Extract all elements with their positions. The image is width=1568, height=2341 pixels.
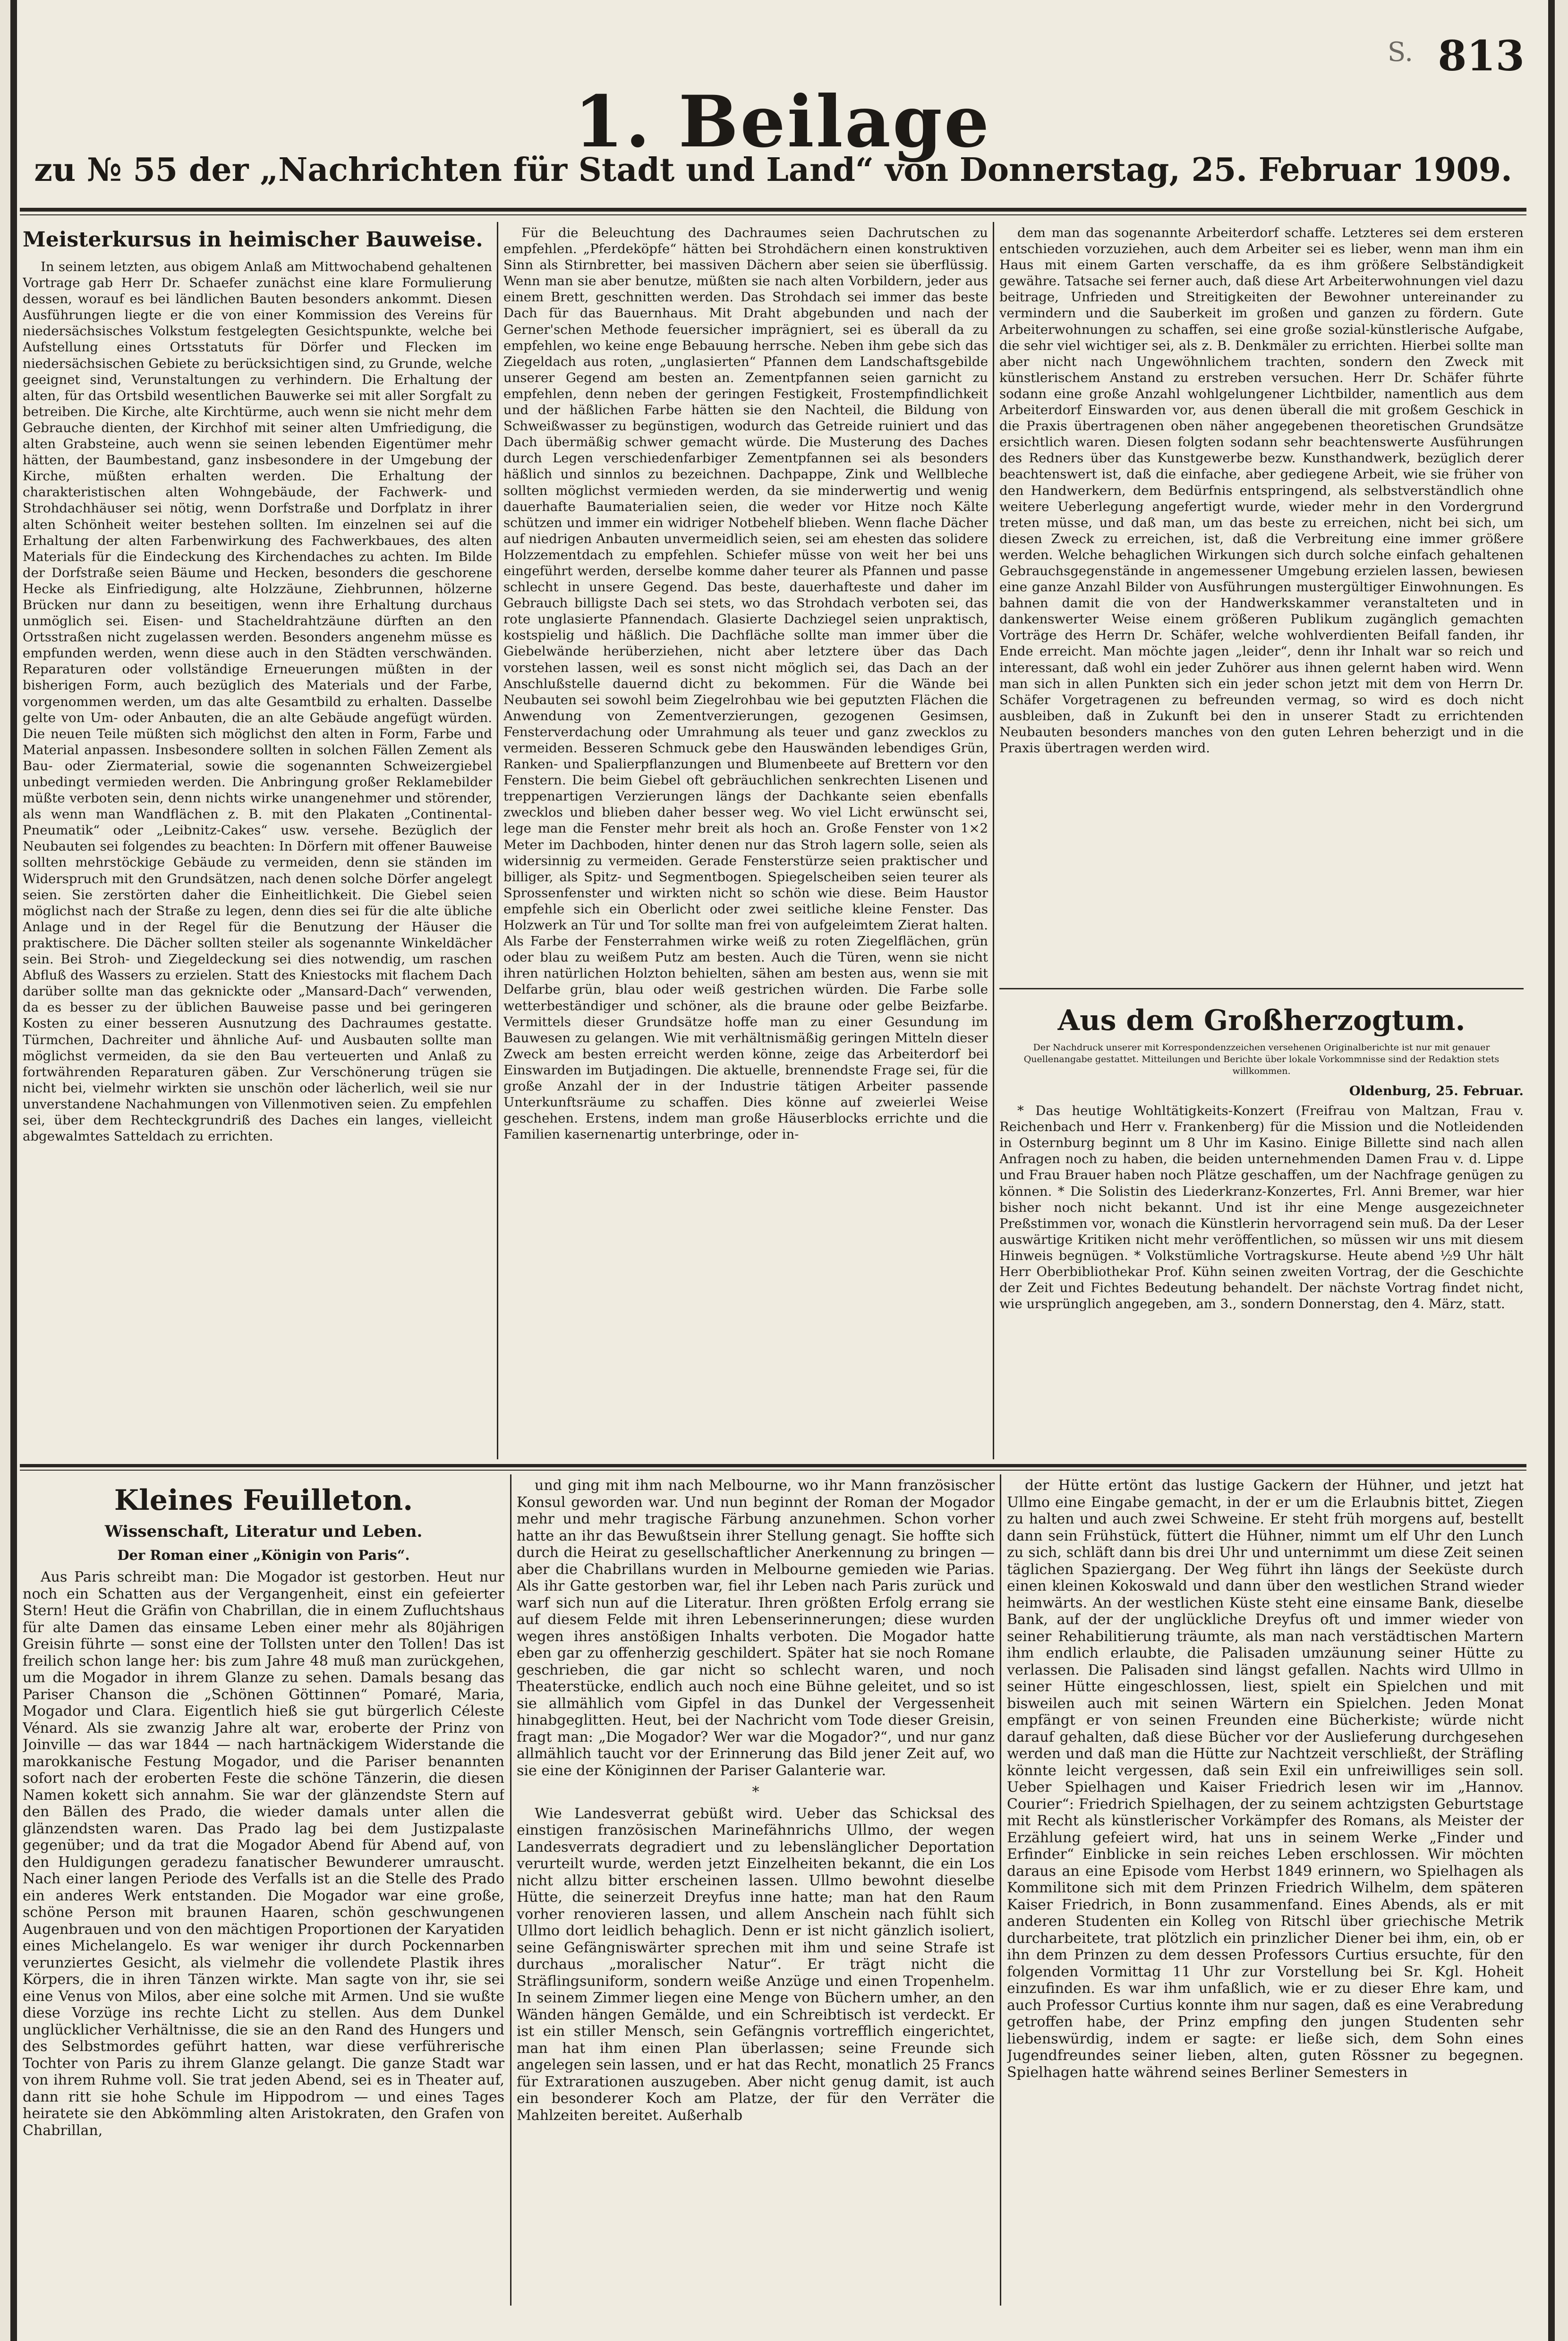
article-baukurs-column-3 <box>999 225 1524 980</box>
article-grossherzogtum-dateline: Oldenburg, 25. Februar. <box>1349 1083 1524 1098</box>
feuilleton-column-1 <box>23 1475 504 2311</box>
article-grossherzogtum-heading: Aus dem Großherzogtum. <box>1057 1004 1466 1037</box>
feuilleton-column-rule-2 <box>1000 1474 1001 2306</box>
feuilleton-text-3: der Hütte ertönt das lustige Gackern der Hühner, und jetzt hat Ullmo eine Eingabe gemacht, in der er um die Erlaubnis bittet, Ziegen zu halten und auch zwei Schweine. Er steht früh morgens auf, bestellt dann sein Frühstück, füttert die Hühner, nimmt um elf Uhr den Lunch zu sich, schläft dann bis drei Uhr und unternimmt um diese Zeit seinen täglichen Spaziergang. Der Weg führt ihn längs der Seeküste durch einen kleinen Kokoswald und dann über den westlichen Strand wieder heimwärts. An der westlichen Küste steht eine einsame Bank, dieselbe Bank, auf der der unglückliche Dreyfus oft und immer wieder von seiner Rehabilitierung träumte, als man nach verstädtischen Martern ihm endlich erlaubte, die Palisaden umzäunung seiner Hütte zu verlassen. Die Palisaden sind längst gefallen. Nachts wird Ullmo in seiner Hütte eingeschlossen, liest, spielt ein Spielchen und mit bisweilen auch mit seinen Wärtern ein Spielchen. Jeden Monat empfängt er von seinen Freunden eine Bücherkiste; würde nicht darauf gehalten, daß diese Bücher vor der Auslieferung durchgesehen werden und daß man die Hütte zur Nachtzeit verschließt, der Sträfling könnte leicht vergessen, daß sein Exil ein unfreiwilliges sein soll. Ueber Spielhagen und Kaiser Friedrich lesen wir im „Hannov. Courier“: Friedrich Spielhagen, der zu seinem achtzigsten Geburtstage mit Recht als künstlerischer Vorkämpfer des Romans, als Meister der Erzählung gefeiert wird, hat uns in seinem Werke „Finder und Erfinder“ Einblicke in sein reiches Leben erschlossen. Wir möchten daraus an eine Episode vom Herbst 1849 erinnern, wo Spielhagen als Kommilitone sich mit dem Prinzen Friedrich Wilhelm, dem späteren Kaiser Friedrich, in Bonn zusammenfand. Eines Abends, als er mit anderen Studenten ein Kolleg von Ritschl über griechische Metrik durcharbeitete, trat plötzlich ein prinzlicher Diener bei ihm, ein, ob er ihn dem Prinzen zu dem dessen Professors Curtius ersuchte, für den folgenden Vormittag 11 Uhr zur Vorstellung bei Sr. Kgl. Hoheit einzufinden. Es war ihm unfaßlich, wie er zu dieser Ehre kam, und auch Professor Curtius konnte ihm nur sagen, daß es eine Verabredung getroffen habe, der Prinz empfing den jungen Studenten sehr liebenswürdig, indem er sagte: er ließe sich, dem Sohn eines Jugendfreundes seiner lieben, alten, guten Rössner zu begegnen. Spielhagen hatte während seines Berliner Semesters in <box>1007 1477 1524 2081</box>
supplement-subtitle: zu № 55 der „Nachrichten für Stadt und Land“ von Donnerstag, 25. Februar 1909. <box>34 151 1512 189</box>
article-baukurs-text-2: Für die Beleuchtung des Dachraumes seien Dachrutschen zu empfehlen. „Pferdeköpfe“ hätten bei Strohdächern einen konstruktiven Sinn als Stirnbretter, bei massiven Dächern aber seien sie überflüssig. Wenn man sie aber benutze, müßten sie nach alten Vorbildern, jeder aus einem Brett, geschnitten werden. Das Strohdach sei immer das beste Dach für das Bauernhaus. Mit Draht abgebunden und nach der Gerner'schen Methode feuersicher imprägniert, sei es überall da zu empfehlen, wo keine enge Bebauung herrsche. Neben ihm gebe sich das Ziegeldach aus roten, „unglasierten“ Pfannen dem Landschaftsgebilde unserer Gegend am besten an. Zementpfannen seien garnicht zu empfehlen, denn neben der geringen Festigkeit, Frostempfindlichkeit und der häßlichen Farbe hätten sie den Nachteil, die Bildung von Schweißwasser zu begünstigen, wodurch das Getreide ruiniert und das Dach übermäßig schwer gemacht würde. Die Musterung des Daches durch Legen verschiedenfarbiger Zementpfannen sei als besonders häßlich und sinnlos zu bezeichnen. Dachpappe, Zink und Wellbleche sollten möglichst vermieden werden, da sie minderwertig und wenig dauerhafte Baumaterialien seien, die weder vor Hitze noch Kälte schützen und immer ein widriger Notbehelf blieben. Wenn flache Dächer auf niedrigen Anbauten unvermeidlich seien, sei am ehesten das solidere Holzzementdach zu empfehlen. Schiefer müsse von weit her bei uns eingeführt werden, derselbe komme daher teurer als Pfannen und passe schlecht in unsere Gegend. Das beste, dauerhafteste und daher im Gebrauch billigste Dach sei stets, wo das Strohdach verboten sei, das rote unglasierte Pfannendach. Glasierte Dachziegel seien unpraktisch, kostspielig und häßlich. Die Dachfläche sollte man immer über die Giebelwände herüberziehen, nicht aber letztere über das Dach vorstehen lassen, weil es sonst nicht möglich sei, das Dach an der Anschlußstelle dauernd dicht zu bekommen. Für die Wände bei Neubauten sei sowohl beim Ziegelrohbau wie bei geputzten Flächen die Anwendung von Zementverzierungen, gezogenen Gesimsen, Fensterverdachung oder Umrahmung als teuer und ganz zwecklos zu vermeiden. Besseren Schmuck gebe den Hauswänden lebendiges Grün, Ranken- und Spalierpflanzungen und Blumenbeete auf Brettern vor den Fenstern. Die beim Giebel oft gebräuchlichen senkrechten Lisenen und treppenartigen Verzierungen längs der Dachkante seien ebenfalls zwecklos und blieben daher besser weg. Wo viel Licht erwünscht sei, lege man die Fenster mehr breit als hoch an. Große Fenster von 1×2 Meter im Dachboden, hinter denen nur das Stroh lagern solle, seien als widersinnig zu vermeiden. Gerade Fensterstürze seien praktischer und billiger, als Spitz- und Segmentbogen. Spiegelscheiben seien teurer als Sprossenfenster und wirkten nicht so schön wie diese. Beim Haustor empfehle sich ein Oberlicht oder zwei seitliche kleine Fenster. Das Holzwerk an Tür und Tor sollte man frei von aufgeleimtem Zierat halten. Als Farbe der Fensterrahmen wirke weiß zu roten Ziegelflächen, grün oder blau zu weißem Putz am besten. Auch die Türen, wenn sie nicht ihren natürlichen Holzton behielten, sähen am besten aus, wenn sie mit Delfarbe grün, blau oder weiß gestrichen würden. Die Farbe solle wetterbeständiger und schöner, als die braune oder gelbe Beizfarbe. Vermittels dieser Grundsätze hoffe man zu einer Gesundung im Bauwesen zu gelangen. Wie mit verhältnismäßig geringen Mitteln dieser Zweck am besten erreicht werden könne, zeige das Arbeiterdorf bei Einswarden im Butjadingen. Die aktuelle, brennendste Frage sei, für die große Anzahl der in der Industrie tätigen Arbeiter passende Unterkunftsräume zu schaffen. Dies könne auf zweierlei Weise geschehen. Erstens, indem man große Häuserblocks errichte und die Familien kasernenartig unterbringe, oder in- <box>503 225 988 1142</box>
feuilleton-text-2b: Wie Landesverrat gebüßt wird. Ueber das Schicksal des einstigen französischen Marinefähnrichs Ullmo, der wegen Landesverrats degradiert und zu lebenslänglicher Deportation verurteilt wurde, werden jetzt Einzelheiten bekannt, die ein Los nicht allzu bitter erscheinen lassen. Ullmo bewohnt dieselbe Hütte, die seinerzeit Dreyfus inne hatte; man hat den Raum vorher renovieren lassen, und allem Anschein nach fühlt sich Ullmo dort leidlich behaglich. Denn er ist nicht gänzlich isoliert, seine Gefängniswärter sprechen mit ihm und seine Strafe ist durchaus „moralischer Natur“. Er trägt nicht die Sträflingsuniform, sondern weiße Anzüge und einen Tropenhelm. In seinem Zimmer liegen eine Menge von Büchern umher, an den Wänden hängen Gemälde, und ein Schreibtisch ist verdeckt. Er ist ein stiller Mensch, sein Gefängnis vortrefflich eingerichtet, man hat ihm einen Plan überlassen; seine Freunde sich angelegen sein lassen, und er hat das Recht, monatlich 25 Francs für Extrarationen auszugeben. Aber nicht genug damit, ist auch ein besonderer Koch am Platze, der für den Verräter die Mahlzeiten bereitet. Außerhalb <box>517 1805 995 2124</box>
feuilleton-heading: Kleines Feuilleton. <box>114 1484 413 1517</box>
header-rule-top <box>20 208 1526 212</box>
feuilleton-column-3 <box>1007 1477 1524 2311</box>
supplement-title: 1. Beilage <box>574 80 991 163</box>
pencil-mark: S. <box>1387 37 1413 68</box>
article-baukurs-column-1 <box>23 225 492 1457</box>
feuilleton-rule-bottom <box>20 1470 1526 1471</box>
scan-edge-right <box>1548 0 1555 2341</box>
article-grossherzogtum <box>999 996 1524 1461</box>
article-baukurs-text-3: dem man das sogenannte Arbeiterdorf schaffe. Letzteres sei dem ersteren entschieden vorzuziehen, auch dem Arbeiter sei es lieber, wenn man ihm ein Haus mit einem Garten verschaffe, da es ihm größere Selbständigkeit gewähre. Tatsache sei ferner auch, daß diese Art Arbeiterwohnungen viel dazu beitrage, Unfrieden und Streitigkeiten der Bewohner untereinander zu vermindern und die Sauberkeit im großen und ganzen zu fördern. Gute Arbeiterwohnungen zu schaffen, sei eine große sozial-künstlerische Aufgabe, die sehr viel wichtiger sei, als z. B. Denkmäler zu errichten. Hierbei sollte man aber nicht nach Ungewöhnlichem trachten, sondern den Zweck mit künstlerischem Anstand zu erstreben versuchen. Herr Dr. Schäfer führte sodann eine große Anzahl wohlgelungener Lichtbilder, namentlich aus dem Arbeiterdorf Einswarden vor, aus denen überall die mit großem Geschick in die Praxis übertragenen oben näher angegebenen theoretischen Grundsätze ersichtlich waren. Diesen folgten sodann sehr beachtenswerte Ausführungen des Redners über das Kunstgewerbe bezw. Kunsthandwerk, bezüglich derer beachtenswert ist, daß die einfache, aber gediegene Arbeit, wie sie früher von den Handwerkern, dem Bedürfnis entspringend, als selbstverständlich ohne weitere Ueberlegung angefertigt wurde, wieder mehr in den Vordergrund treten müsse, und daß man, um das beste zu erreichen, nicht bei sich, um diesen Zweck zu erreichen, ist, daß die Verbreitung eine immer größere werden. Welche behaglichen Wirkungen sich durch solche einfach gehaltenen Gebrauchsgegenstände in angemessener Umgebung erzielen lassen, bewiesen eine ganze Anzahl Bilder von Ausführungen mustergültiger Einwohnungen. Es bahnen damit die von der Handwerkskammer veranstalteten und in dankenswerter Weise einem größeren Publikum zugänglich gemachten Vorträge des Herrn Dr. Schäfer, welche wohlverdienten Beifall fanden, ihr Ende erreicht. Man möchte jagen „leider“, denn ihr Inhalt war so reich und interessant, daß wohl ein jeder Zuhörer aus ihnen gelernt haben wird. Wenn man sich in allen Punkten sich ein jeder schon jetzt mit dem von Herrn Dr. Schäfer Vorgetragenen zu befreunden vermag, so wird es doch nicht ausbleiben, daß in Zukunft bei den in unserer Stadt zu errichtenden Neubauten besonders manches von den guten Lehren beherzigt und in die Praxis übertragen werden wird. <box>999 225 1524 756</box>
scan-edge-left <box>10 0 17 2341</box>
section-separator-star: * <box>752 1784 759 1800</box>
page-number: 813 <box>1438 31 1525 80</box>
newspaper-page <box>10 0 1555 2341</box>
feuilleton-rule-top <box>20 1464 1526 1467</box>
feuilleton-subheading: Wissenschaft, Literatur und Leben. <box>104 1522 423 1541</box>
article-baukurs-heading: Meisterkursus in heimischer Bauweise. <box>23 228 483 252</box>
feuilleton-text-2: und ging mit ihm nach Melbourne, wo ihr Mann französischer Konsul geworden war. Und nun beginnt der Roman der Mogador mehr und mehr tragische Färbung anzunehmen. Schon vorher hatte an ihr das Bewußtsein ihrer Stellung genagt. Sie hoffte sich durch die Heirat zu gesellschaftlicher Anerkennung zu bringen — aber die Chabrillans wurden in Melbourne gemieden wie Parias. Als ihr Gatte gestorben war, fiel ihr Leben nach Paris zurück und warf sich nun auf die Literatur. Ihren größten Erfolg errang sie auf diesem Felde mit ihren Lebenserinnerungen; diese wurden wegen ihres anstößigen Inhalts verboten. Die Mogador hatte eben gar zu offenherzig geschildert. Später hat sie noch Romane geschrieben, die gar nicht so schlecht waren, und noch Theaterstücke, endlich auch noch eine Bühne geleitet, und so ist sie allmählich vom Gipfel in das Dunkel der Vergessenheit hinabgeglitten. Heut, bei der Nachricht vom Tode dieser Greisin, fragt man: „Die Mogador? Wer war die Mogador?“, und nur ganz allmählich taucht vor der Erinnerung das Bild jener Zeit auf, wo sie eine der Königinnen der Pariser Galanterie war. <box>517 1477 995 1779</box>
column-rule-1 <box>497 222 498 1459</box>
feuilleton-column-rule-1 <box>510 1474 511 2306</box>
section-rule-grossherzogtum <box>999 988 1524 989</box>
column-rule-2 <box>993 222 994 1459</box>
article-grossherzogtum-reprint-note: Der Nachdruck unserer mit Korrespondenzzeichen versehenen Originalberichte ist nur mit genauer Quellenangabe gestattet. Mitteilungen und Berichte über lokale Vorkommnisse sind der Redaktion stets willkommen. <box>1023 1042 1500 1076</box>
feuilleton-text-1: Aus Paris schreibt man: Die Mogador ist gestorben. Heut nur noch ein Schatten aus der Vergangenheit, einst ein gefeierter Stern! Heut die Gräfin von Chabrillan, die in einem Zufluchtshaus für alte Damen das einsame Leben einer mehr als 80jährigen Greisin führte — sonst eine der Tollsten unter den Tollen! Das ist freilich schon lange her: bis zum Jahre 48 muß man zurückgehen, um die Mogador in ihrem Glanze zu sehen. Damals besang das Pariser Chanson die „Schönen Göttinnen“ Pomaré, Maria, Mogador und Clara. Eigentlich hieß sie gut bürgerlich Céleste Vénard. Als sie zwanzig Jahre alt war, eroberte der Prinz von Joinville — das war 1844 — nach hartnäckigem Widerstande die marokkanische Festung Mogador, und die Pariser benannten sofort nach der eroberten Feste die schöne Tänzerin, die diesen Namen kokett sich annahm. Sie war der glänzendste Stern auf den Bällen des Prado, die wieder damals unter allen die glänzendsten waren. Das Prado lag bei dem Justizpalaste gegenüber; und da trat die Mogador Abend für Abend auf, von den Huldigungen geradezu fanatischer Bewunderer umrauscht. Nach einer langen Periode des Verfalls ist an die Stelle des Prado ein anderes Werk entstanden. Die Mogador war eine große, schöne Person mit braunen Haaren, schön geschwungenen Augenbrauen und von den mächtigen Proportionen der Karyatiden eines Michelangelo. Es war weniger ihr durch Pockennarben verunziertes Gesicht, als vielmehr die vollendete Plastik ihres Körpers, die in ihren Tänzen wirkte. Man sagte von ihr, sie sei eine Venus von Milos, aber eine solche mit Armen. Und sie wußte diese Vorzüge ins rechte Licht zu stellen. Aus dem Dunkel unglücklicher Verhältnisse, die sie an den Rand des Hungers und des Selbstmordes geführt hatten, war diese verführerische Tochter von Paris zu ihrem Glanze gelangt. Die ganze Stadt war von ihrem Ruhme voll. Sie trat jeden Abend, sei es in Theater auf, dann ritt sie hohe Schule im Hippodrom — und eines Tages heiratete sie den Abkömmling alten Aristokraten, den Grafen von Chabrillan, <box>23 1569 504 2139</box>
feuilleton-story-title: Der Roman einer „Königin von Paris“. <box>117 1547 410 1563</box>
header-rule-bottom <box>20 214 1526 215</box>
feuilleton-column-2 <box>517 1477 995 2311</box>
article-baukurs-column-2 <box>503 225 988 1457</box>
article-baukurs-text-1: In seinem letzten, aus obigem Anlaß am Mittwochabend gehaltenen Vortrage gab Herr Dr. Schaefer zunächst eine klare Formulierung dessen, worauf es bei ländlichen Bauten besonders ankommt. Diesen Ausführungen liegte er die von einer Kommission des Vereins für niedersächsisches Volkstum festgelegten Gesichtspunkte, welche bei Aufstellung eines Ortsstatuts für Dörfer und Flecken im niedersächsischen Gebiete zu berücksichtigen sind, zu Grunde, welche geeignet sind, Verunstaltungen zu verhindern. Die Erhaltung der alten, für das Ortsbild wesentlichen Bauwerke sei mit aller Sorgfalt zu betreiben. Die Kirche, alte Kirchtürme, auch wenn sie nicht mehr dem Gebrauche dienten, der Kirchhof mit seiner alten Umfriedigung, die alten Grabsteine, auch wenn sie seinen lebenden Eigentümer mehr hätten, der Baumbestand, ganz insbesondere in der Umgebung der Kirche, müßten erhalten werden. Die Erhaltung der charakteristischen alten Wohngebäude, der Fachwerk- und Strohdachhäuser sei nötig, wenn Dorfstraße und Dorfplatz in ihrer alten Schönheit weiter bestehen sollten. Im einzelnen sei auf die Erhaltung der alten Farbenwirkung des Fachwerkbaues, des alten Materials für die Eindeckung des Kirchendaches zu achten. Im Bilde der Dorfstraße seien Bäume und Hecken, besonders die geschorene Hecke als Einfriedigung, alte Holzzäune, Ziehbrunnen, hölzerne Brücken nur dann zu beseitigen, wenn ihre Erhaltung durchaus unmöglich sei. Eisen- und Stacheldrahtzäune dürften an den Ortsstraßen nicht zugelassen werden. Besonders angenehm müsse es empfunden werden, wenn diese auch in den Städten verschwänden. Reparaturen oder vollständige Erneuerungen müßten in der bisherigen Form, auch bezüglich des Materials und der Farbe, vorgenommen werden, um das alte Gesamtbild zu erhalten. Dasselbe gelte von Um- oder Anbauten, die an alte Gebäude angefügt würden. Die neuen Teile müßten sich möglichst den alten in Form, Farbe und Material anpassen. Insbesondere sollten in solchen Fällen Zement als Bau- oder Ziermaterial, sowie die sogenannten Schweizergiebel unbedingt vermieden werden. Die Anbringung großer Reklamebilder müßte verboten sein, denn nichts wirke unangenehmer und störender, als wenn man Wandflächen z. B. mit den Plakaten „Continental-Pneumatik“ oder „Leibnitz-Cakes“ usw. versehe. Bezüglich der Neubauten sei folgendes zu beachten: In Dörfern mit offener Bauweise sollten mehrstöckige Gebäude zu vermeiden, denn sie ständen im Widerspruch mit den Grundsätzen, nach denen solche Dörfer angelegt seien. Sie zerstörten daher die Einheitlichkeit. Die Giebel seien möglichst nach der Straße zu legen, denn dies sei für die alte übliche Anlage und in der Regel für die Benutzung der Häuser die praktischere. Die Dächer sollten steiler als sogenannte Winkeldächer sein. Bei Stroh- und Ziegeldeckung sei dies notwendig, um raschen Abfluß des Wassers zu erzielen. Statt des Kniestocks mit flachem Dach darüber sollte man das geknickte oder „Mansard-Dach“ verwenden, da es besser zu der üblichen Bauweise passe und bei geringeren Kosten zu einer besseren Ausnutzung des Dachraumes gestatte. Türmchen, Dachreiter und ähnliche Auf- und Ausbauten sollte man möglichst vermeiden, da sie den Bau verteuerten und Anlaß zu fortwährenden Reparaturen gäben. Zur Verschönerung trügen sie nicht bei, vielmehr wirkten sie unschön oder lächerlich, weil sie nur unverstandene Nachahmungen von Villenmotiven seien. Zu empfehlen sei, über dem Rechteckgrundriß des Daches ein langes, vielleicht abgewalmtes Satteldach zu errichten. <box>23 259 492 1144</box>
article-grossherzogtum-text: * Das heutige Wohltätigkeits-Konzert (Freifrau von Maltzan, Frau v. Reichenbach und Herr v. Frankenberg) für die Mission und die Notleidenden in Osternburg beginnt um 8 Uhr im Kasino. Einige Billette sind nach allen Anfragen noch zu haben, die beiden unternehmenden Damen Frau v. d. Lippe und Frau Brauer haben noch Plätze geschaffen, um der Nachfrage genügen zu können. * Die Solistin des Liederkranz-Konzertes, Frl. Anni Bremer, war hier bisher noch nicht bekannt. Und ist ihr eine Menge ausgezeichneter Preßstimmen vor, wonach die Künstlerin hervorragend sein muß. Da der Leser auswärtige Kritiken nicht mehr veröffentlichen, so müssen wir uns mit diesem Hinweis begnügen. * Volkstümliche Vortragskurse. Heute abend ½9 Uhr hält Herr Oberbibliothekar Prof. Kühn seinen zweiten Vortrag, der die Geschichte der Zeit und Fichtes Bedeutung behandelt. Der nächste Vortrag findet nicht, wie ursprünglich angegeben, am 3., sondern Donnerstag, den 4. März, statt. <box>999 1103 1524 1312</box>
